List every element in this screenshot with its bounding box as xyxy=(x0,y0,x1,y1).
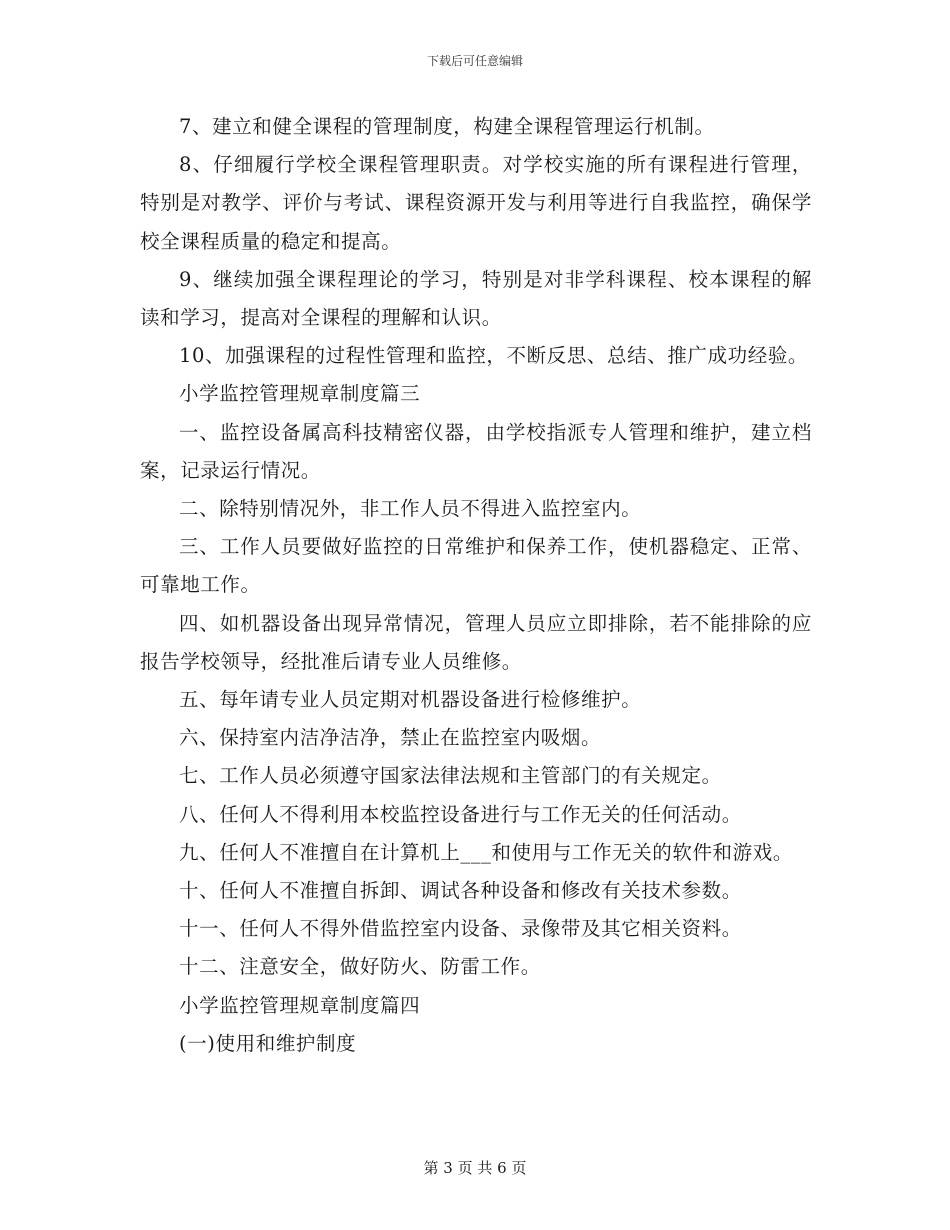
rule-item-8: 八、任何人不得利用本校监控设备进行与工作无关的任何活动。 xyxy=(179,802,742,826)
rule-item-3: 三、工作人员要做好监控的日常维护和保养工作，使机器稳定、正常、可靠地工作。 xyxy=(140,535,812,597)
rule-item-6: 六、保持室内洁净洁净，禁止在监控室内吸烟。 xyxy=(179,726,602,750)
rule-item-5: 五、每年请专业人员定期对机器设备进行检修维护。 xyxy=(179,688,642,712)
rule-item-4: 四、如机器设备出现异常情况，管理人员应立即排除，若不能排除的应报告学校领导，经批准后请专业人员维修。 xyxy=(140,611,812,673)
paragraph-item-8: 8、仔细履行学校全课程管理职责。对学校实施的所有课程进行管理，特别是对教学、评价与考试、课程资源开发与利用等进行自我监控，确保学校全课程质量的稳定和提高。 xyxy=(140,153,812,253)
paragraph-item-7: 7、建立和健全课程的管理制度，构建全课程管理运行机制。 xyxy=(179,115,715,138)
paragraph-item-10: 10、加强课程的过程性管理和监控，不断反思、总结、推广成功经验。 xyxy=(179,344,809,368)
subsection-heading: (一)使用和维护制度 xyxy=(179,1031,357,1055)
section-heading-part-3: 小学监控管理规章制度篇三 xyxy=(179,382,421,406)
rule-item-7: 七、工作人员必须遵守国家法律法规和主管部门的有关规定。 xyxy=(179,764,722,788)
rule-item-9: 九、任何人不准擅自在计算机上___和使用与工作无关的软件和游戏。 xyxy=(179,840,793,864)
page-header-note: 下载后可任意编辑 xyxy=(426,54,523,68)
rule-item-10: 十、任何人不准擅自拆卸、调试各种设备和修改有关技术参数。 xyxy=(179,879,742,903)
rule-item-2: 二、除特别情况外，非工作人员不得进入监控室内。 xyxy=(179,497,642,521)
rule-item-11: 十一、任何人不得外借监控室内设备、录像带及其它相关资料。 xyxy=(179,917,742,941)
page-number: 第 3 页 共 6 页 xyxy=(423,1159,527,1177)
rule-item-12: 十二、注意安全，做好防火、防雷工作。 xyxy=(179,955,541,979)
document-body xyxy=(140,108,812,1063)
paragraph-item-9: 9、继续加强全课程理论的学习，特别是对非学科课程、校本课程的解读和学习，提高对全课程的理解和认识。 xyxy=(140,267,812,330)
section-heading-part-4: 小学监控管理规章制度篇四 xyxy=(179,993,421,1017)
rule-item-1: 一、监控设备属高科技精密仪器，由学校指派专人管理和维护，建立档案，记录运行情况。 xyxy=(140,420,812,482)
